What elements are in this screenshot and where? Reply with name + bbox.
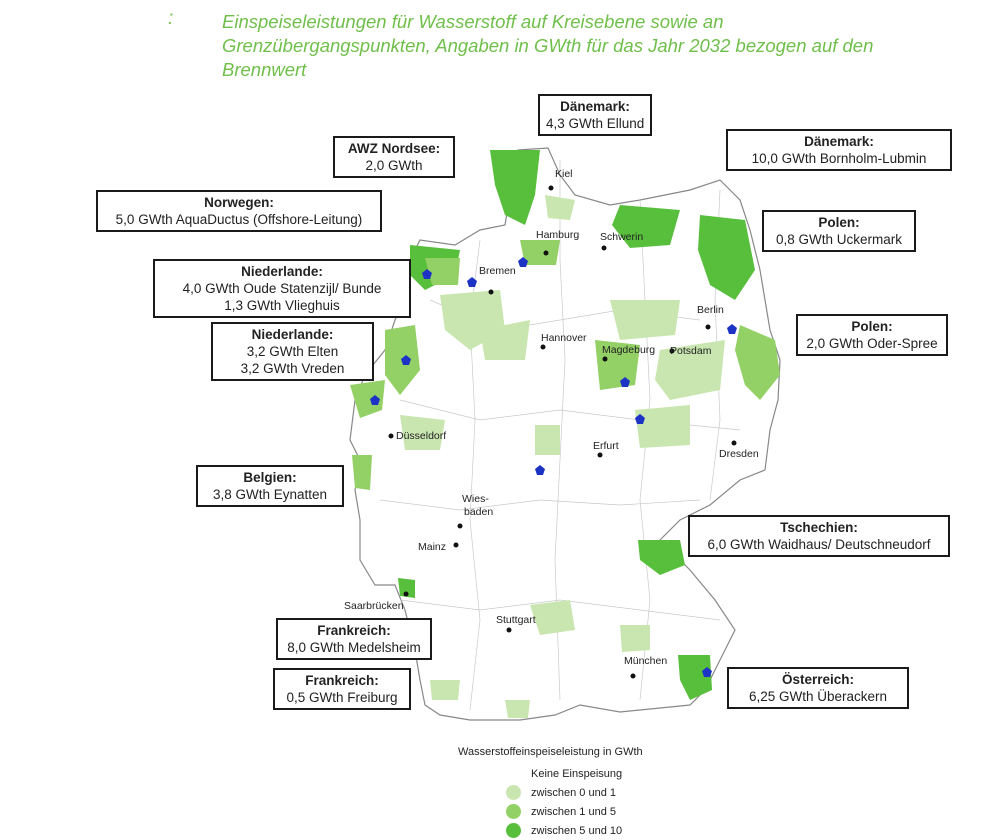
label-country: Polen: bbox=[818, 215, 860, 230]
city-label-mainz: Mainz bbox=[418, 541, 447, 553]
label-value: 8,0 GWth Medelsheim bbox=[287, 640, 421, 655]
legend-item bbox=[458, 821, 643, 840]
city-dot bbox=[458, 524, 463, 529]
city-dot bbox=[603, 357, 608, 362]
label-country: Tschechien: bbox=[780, 520, 858, 535]
label-daenemark-ellund bbox=[538, 94, 652, 136]
city-dot bbox=[598, 453, 603, 458]
label-value: 4,0 GWth Oude Statenzijl/ Bunde bbox=[182, 281, 382, 296]
legend-swatch bbox=[506, 785, 521, 800]
label-value: 3,8 GWth Eynatten bbox=[212, 487, 328, 502]
map-legend bbox=[458, 746, 643, 840]
label-value: 2,0 GWth bbox=[365, 158, 423, 173]
label-value: 10,0 GWth Bornholm-Lubmin bbox=[751, 151, 927, 166]
label-tschechien bbox=[688, 515, 950, 557]
label-frankreich-medelsheim bbox=[276, 618, 432, 660]
label-value: 1,3 GWth Vlieghuis bbox=[224, 298, 340, 313]
legend-item bbox=[458, 764, 643, 783]
city-label-bremen: Bremen bbox=[479, 265, 516, 277]
city-label-hannover: Hannover bbox=[541, 332, 587, 344]
district-class-0-1 bbox=[535, 425, 560, 455]
legend-swatch bbox=[506, 823, 521, 838]
city-label-wiesbaden-1: Wies- bbox=[462, 493, 489, 505]
city-label-muenchen: München bbox=[624, 655, 668, 667]
district-class-0-1 bbox=[505, 700, 530, 718]
legend-title: Wasserstoffeinspeiseleistung in GWth bbox=[458, 746, 643, 758]
legend-item bbox=[458, 802, 643, 821]
label-value: 0,8 GWth Uckermark bbox=[775, 232, 903, 247]
label-country: Niederlande: bbox=[241, 264, 323, 279]
city-label-duesseldorf: Düsseldorf bbox=[396, 430, 447, 442]
legend-label: zwischen 1 und 5 bbox=[531, 805, 616, 818]
label-country: Dänemark: bbox=[804, 134, 874, 149]
label-value: 3,2 GWth Elten bbox=[246, 344, 339, 359]
district-class-1-5 bbox=[352, 455, 372, 490]
label-value: 5,0 GWth AquaDuctus (Offshore-Leitung) bbox=[115, 212, 363, 227]
label-value: 6,0 GWth Waidhaus/ Deutschneudorf bbox=[707, 537, 931, 552]
legend-item bbox=[458, 783, 643, 802]
legend-swatch bbox=[506, 804, 521, 819]
label-daenemark-bornholm bbox=[726, 129, 952, 171]
district-class-0-1 bbox=[620, 625, 650, 652]
label-country: Belgien: bbox=[243, 470, 297, 485]
city-label-berlin: Berlin bbox=[697, 304, 724, 316]
city-label-saarbruecken: Saarbrücken bbox=[344, 600, 404, 612]
city-dot bbox=[454, 543, 459, 548]
district-class-0-1 bbox=[430, 680, 460, 700]
label-value: 3,2 GWth Vreden bbox=[240, 361, 345, 376]
city-dot bbox=[541, 345, 546, 350]
city-dot bbox=[732, 441, 737, 446]
city-dot bbox=[489, 290, 494, 295]
label-country: Niederlande: bbox=[251, 327, 334, 342]
label-country: Frankreich: bbox=[305, 673, 379, 688]
label-country: Frankreich: bbox=[317, 623, 391, 638]
label-value: 6,25 GWth Überackern bbox=[748, 689, 888, 704]
district-class-0-1 bbox=[635, 405, 690, 448]
label-niederlande-statenzijl bbox=[153, 259, 411, 318]
label-country: Polen: bbox=[851, 319, 893, 334]
label-awz-nordsee bbox=[333, 136, 455, 178]
label-belgien bbox=[196, 465, 344, 507]
label-oesterreich bbox=[727, 667, 909, 709]
city-label-kiel: Kiel bbox=[555, 168, 573, 180]
label-niederlande-elten bbox=[211, 322, 374, 381]
label-value: 0,5 GWth Freiburg bbox=[286, 690, 398, 705]
city-label-magdeburg: Magdeburg bbox=[602, 344, 656, 356]
city-label-stuttgart: Stuttgart bbox=[496, 614, 536, 626]
label-frankreich-freiburg bbox=[273, 668, 411, 710]
label-country: AWZ Nordsee: bbox=[347, 141, 441, 156]
label-norwegen bbox=[96, 190, 382, 232]
city-dot bbox=[389, 434, 394, 439]
city-dot bbox=[507, 628, 512, 633]
label-country: Dänemark: bbox=[560, 99, 630, 114]
label-polen-oder-spree bbox=[796, 314, 948, 356]
figure-caption: Einspeiseleistungen für Wasserstoff auf Kreisebene sowie an Grenzübergangspunkten, Angaben in GWth für das Jahr 2032 bezogen auf den Brennwert bbox=[222, 11, 874, 80]
city-dot bbox=[544, 251, 549, 256]
city-dot bbox=[549, 186, 554, 191]
city-dot bbox=[602, 246, 607, 251]
label-country: Österreich: bbox=[781, 672, 855, 687]
label-value: 4,3 GWth Ellund bbox=[546, 116, 645, 131]
city-label-dresden: Dresden bbox=[719, 448, 759, 460]
city-label-erfurt: Erfurt bbox=[593, 440, 619, 452]
label-polen-uckermark bbox=[762, 210, 916, 252]
city-label-schwerin: Schwerin bbox=[600, 231, 644, 243]
label-country: Norwegen: bbox=[204, 195, 274, 210]
legend-label: zwischen 0 und 1 bbox=[531, 786, 616, 799]
caption-prefix: : bbox=[168, 8, 174, 29]
city-dot bbox=[404, 592, 409, 597]
city-label-hamburg: Hamburg bbox=[536, 229, 580, 241]
district-class-0-1 bbox=[610, 300, 680, 340]
label-value: 2,0 GWth Oder-Spree bbox=[806, 336, 938, 351]
city-label-potsdam: Potsdam bbox=[670, 345, 712, 357]
legend-label: zwischen 5 und 10 bbox=[531, 824, 623, 837]
city-label-wiesbaden-2: baden bbox=[464, 506, 494, 518]
city-dot bbox=[631, 674, 636, 679]
city-dot bbox=[706, 325, 711, 330]
legend-label: Keine Einspeisung bbox=[531, 767, 623, 780]
